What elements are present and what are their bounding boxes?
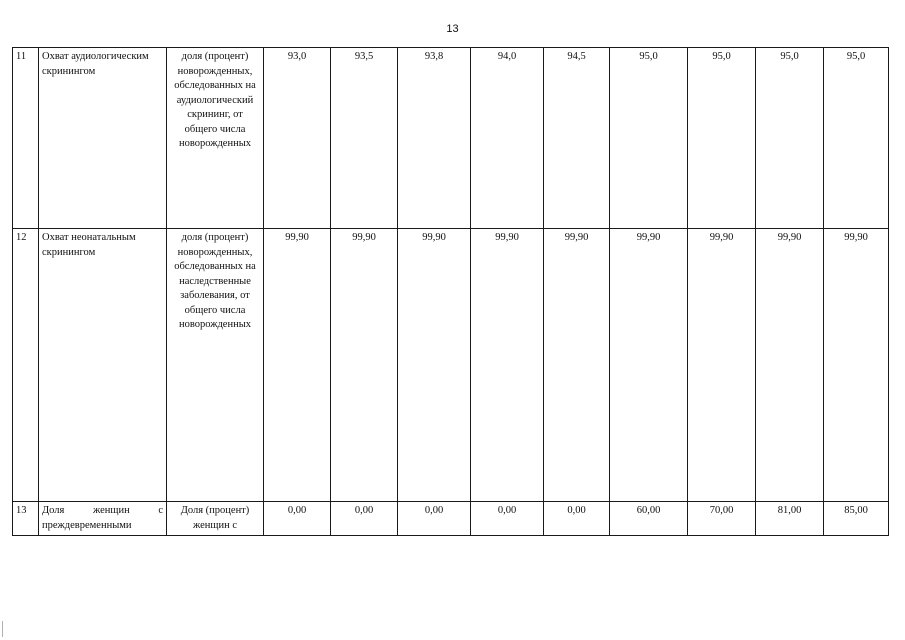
table-row (13, 229, 889, 502)
row-number: 12 (13, 229, 39, 502)
value-cell: 95,0 (824, 48, 889, 229)
value-cell: 99,90 (471, 229, 544, 502)
value-cell: 0,00 (471, 502, 544, 536)
value-cell: 95,0 (756, 48, 824, 229)
value-cell: 99,90 (331, 229, 398, 502)
row-number: 13 (13, 502, 39, 536)
value-cell: 94,0 (471, 48, 544, 229)
indicator-unit: доля (процент) новорожденных, обследованных на наследственные заболевания, от общего числа новорожденных (167, 229, 264, 502)
value-cell: 60,00 (610, 502, 688, 536)
value-cell: 0,00 (544, 502, 610, 536)
value-cell: 99,90 (688, 229, 756, 502)
value-cell: 99,90 (756, 229, 824, 502)
value-cell: 99,90 (824, 229, 889, 502)
table-row (13, 502, 889, 536)
value-cell: 70,00 (688, 502, 756, 536)
indicator-unit: Доля (процент) женщин с (167, 502, 264, 536)
value-cell: 0,00 (264, 502, 331, 536)
indicator-name: Доля женщин с преждевременными (39, 502, 167, 536)
value-cell: 94,5 (544, 48, 610, 229)
indicator-unit: доля (процент) новорожденных, обследованных на аудиологический скрининг, от общего числа новорожденных (167, 48, 264, 229)
value-cell: 0,00 (398, 502, 471, 536)
value-cell: 95,0 (610, 48, 688, 229)
value-cell: 85,00 (824, 502, 889, 536)
row-number: 11 (13, 48, 39, 229)
value-cell: 81,00 (756, 502, 824, 536)
value-cell: 93,8 (398, 48, 471, 229)
value-cell: 99,90 (398, 229, 471, 502)
indicator-name: Охват аудиологическим скринингом (39, 48, 167, 229)
value-cell: 95,0 (688, 48, 756, 229)
value-cell: 93,5 (331, 48, 398, 229)
value-cell: 93,0 (264, 48, 331, 229)
indicators-table (12, 47, 889, 536)
value-cell: 99,90 (544, 229, 610, 502)
value-cell: 99,90 (264, 229, 331, 502)
value-cell: 0,00 (331, 502, 398, 536)
value-cell: 99,90 (610, 229, 688, 502)
page-number: 13 (446, 23, 459, 35)
table-row (13, 48, 889, 229)
scan-edge-mark (2, 621, 3, 637)
indicator-name: Охват неонатальным скринингом (39, 229, 167, 502)
